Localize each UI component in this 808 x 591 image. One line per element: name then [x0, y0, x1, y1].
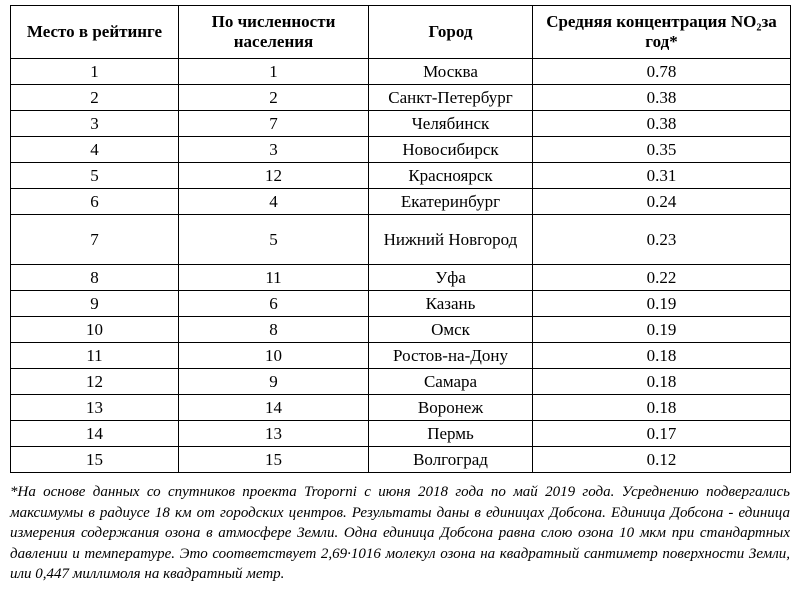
header-row — [11, 6, 791, 59]
cell-no2-value: 0.12 — [533, 447, 791, 473]
header-rank: Место в рейтинге — [11, 6, 179, 59]
cell-rank: 3 — [11, 111, 179, 137]
table-row — [11, 111, 791, 137]
cell-rank: 9 — [11, 291, 179, 317]
cell-population-rank: 9 — [179, 369, 369, 395]
cell-population-rank: 8 — [179, 317, 369, 343]
cell-population-rank: 1 — [179, 59, 369, 85]
table-row — [11, 163, 791, 189]
cell-rank: 6 — [11, 189, 179, 215]
cell-population-rank: 12 — [179, 163, 369, 189]
cell-rank: 1 — [11, 59, 179, 85]
cell-rank: 7 — [11, 215, 179, 265]
cell-population-rank: 6 — [179, 291, 369, 317]
cell-city: Самара — [369, 369, 533, 395]
cell-city: Красноярск — [369, 163, 533, 189]
cell-rank: 15 — [11, 447, 179, 473]
header-no2-concentration: Средняя концентрация NO₂за год* — [533, 6, 791, 59]
cell-city: Казань — [369, 291, 533, 317]
cell-city: Ростов-на-Дону — [369, 343, 533, 369]
ranking-table — [10, 5, 791, 473]
cell-city: Волгоград — [369, 447, 533, 473]
cell-rank: 2 — [11, 85, 179, 111]
cell-no2-value: 0.19 — [533, 291, 791, 317]
cell-rank: 14 — [11, 421, 179, 447]
cell-rank: 10 — [11, 317, 179, 343]
cell-population-rank: 3 — [179, 137, 369, 163]
cell-no2-value: 0.23 — [533, 215, 791, 265]
cell-no2-value: 0.31 — [533, 163, 791, 189]
cell-population-rank: 14 — [179, 395, 369, 421]
cell-population-rank: 13 — [179, 421, 369, 447]
cell-rank: 5 — [11, 163, 179, 189]
cell-city: Нижний Новгород — [369, 215, 533, 265]
table-row — [11, 189, 791, 215]
header-population-rank: По численности населения — [179, 6, 369, 59]
table-row — [11, 215, 791, 265]
footnote: *На основе данных со спутников проекта Troporni с июня 2018 года по май 2019 года. Усреднению подвергались максимумы в радиусе 18 км от городских центров. Результаты даны в единицах Добсона. Единица Добсона - единица измерения содержания озона в атмосфере Земли. Одна единица Добсона равна слою озона 10 мкм при стандартных давлении и температуре. Это соответствует 2,69·1016 молекул озона на квадратный сантиметр поверхности Земли, или 0,447 миллимоля на квадратный метр. — [10, 484, 790, 582]
cell-no2-value: 0.18 — [533, 395, 791, 421]
table-row — [11, 343, 791, 369]
cell-city: Воронеж — [369, 395, 533, 421]
cell-no2-value: 0.78 — [533, 59, 791, 85]
cell-city: Санкт-Петербург — [369, 85, 533, 111]
cell-no2-value: 0.19 — [533, 317, 791, 343]
cell-no2-value: 0.38 — [533, 111, 791, 137]
cell-no2-value: 0.22 — [533, 265, 791, 291]
cell-city: Москва — [369, 59, 533, 85]
cell-rank: 11 — [11, 343, 179, 369]
cell-rank: 4 — [11, 137, 179, 163]
table-row — [11, 291, 791, 317]
cell-no2-value: 0.38 — [533, 85, 791, 111]
cell-population-rank: 10 — [179, 343, 369, 369]
header-city: Город — [369, 6, 533, 59]
cell-no2-value: 0.35 — [533, 137, 791, 163]
cell-rank: 8 — [11, 265, 179, 291]
table-row — [11, 369, 791, 395]
table-row — [11, 59, 791, 85]
cell-no2-value: 0.18 — [533, 369, 791, 395]
cell-population-rank: 4 — [179, 189, 369, 215]
table-body — [11, 59, 791, 473]
cell-no2-value: 0.18 — [533, 343, 791, 369]
cell-city: Екатеринбург — [369, 189, 533, 215]
table-row — [11, 395, 791, 421]
table-row — [11, 317, 791, 343]
cell-population-rank: 15 — [179, 447, 369, 473]
cell-no2-value: 0.17 — [533, 421, 791, 447]
cell-population-rank: 5 — [179, 215, 369, 265]
table-row — [11, 265, 791, 291]
cell-population-rank: 2 — [179, 85, 369, 111]
cell-city: Новосибирск — [369, 137, 533, 163]
table-row — [11, 85, 791, 111]
cell-population-rank: 11 — [179, 265, 369, 291]
cell-city: Уфа — [369, 265, 533, 291]
table-row — [11, 421, 791, 447]
table-row — [11, 447, 791, 473]
cell-rank: 12 — [11, 369, 179, 395]
cell-population-rank: 7 — [179, 111, 369, 137]
cell-city: Омск — [369, 317, 533, 343]
table-row — [11, 137, 791, 163]
cell-city: Челябинск — [369, 111, 533, 137]
cell-city: Пермь — [369, 421, 533, 447]
cell-rank: 13 — [11, 395, 179, 421]
cell-no2-value: 0.24 — [533, 189, 791, 215]
